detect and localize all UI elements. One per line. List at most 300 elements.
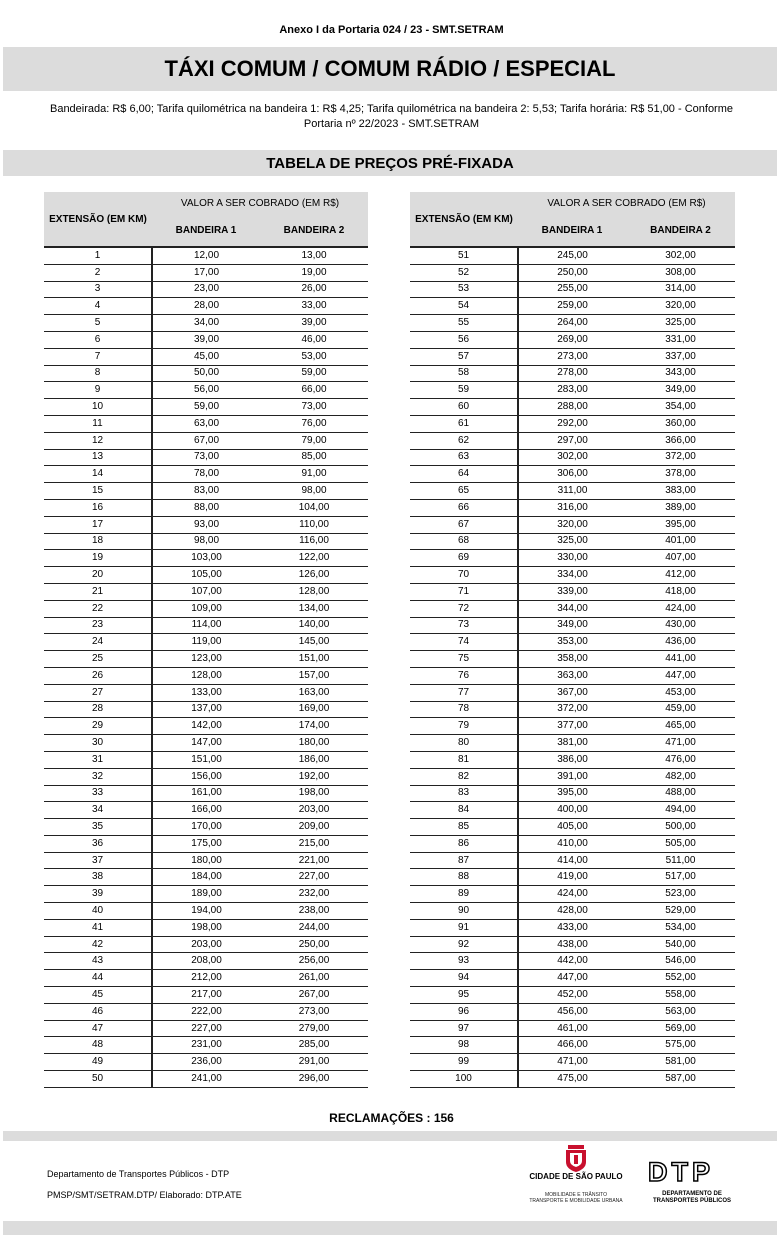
table-row	[44, 970, 368, 987]
table-row	[44, 701, 368, 718]
cell-bandeira-1: 39,00	[152, 331, 260, 348]
cell-km: 2	[44, 264, 152, 281]
page-title: TÁXI COMUM / COMUM RÁDIO / ESPECIAL	[3, 47, 777, 91]
cell-bandeira-2: 494,00	[626, 802, 735, 819]
table-row	[410, 970, 735, 987]
cell-km: 38	[44, 869, 152, 886]
cell-bandeira-2: 395,00	[626, 516, 735, 533]
cell-bandeira-1: 56,00	[152, 382, 260, 399]
table-row	[44, 667, 368, 684]
cell-bandeira-2: 33,00	[260, 298, 368, 315]
cell-bandeira-2: 232,00	[260, 886, 368, 903]
cell-bandeira-2: 325,00	[626, 315, 735, 332]
cell-bandeira-2: 500,00	[626, 819, 735, 836]
cell-km: 25	[44, 651, 152, 668]
cell-km: 42	[44, 936, 152, 953]
cell-bandeira-2: 122,00	[260, 550, 368, 567]
cell-bandeira-1: 349,00	[518, 617, 626, 634]
table-row	[44, 852, 368, 869]
cell-km: 26	[44, 667, 152, 684]
cell-km: 29	[44, 718, 152, 735]
cell-bandeira-2: 314,00	[626, 281, 735, 298]
table-row	[410, 533, 735, 550]
cell-bandeira-1: 381,00	[518, 735, 626, 752]
table-row	[44, 550, 368, 567]
cell-km: 23	[44, 617, 152, 634]
table-row	[44, 365, 368, 382]
cell-km: 73	[410, 617, 518, 634]
cell-bandeira-2: 128,00	[260, 583, 368, 600]
table-row	[410, 852, 735, 869]
cell-bandeira-2: 302,00	[626, 247, 735, 264]
cell-km: 1	[44, 247, 152, 264]
footer-bottom-band	[3, 1221, 777, 1235]
cell-bandeira-1: 34,00	[152, 315, 260, 332]
cell-km: 8	[44, 365, 152, 382]
header-valor: VALOR A SER COBRADO (EM R$)	[152, 192, 368, 215]
cell-bandeira-2: 134,00	[260, 600, 368, 617]
cell-bandeira-1: 105,00	[152, 567, 260, 584]
table-row	[410, 331, 735, 348]
cell-bandeira-1: 466,00	[518, 1037, 626, 1054]
cell-bandeira-1: 391,00	[518, 768, 626, 785]
cell-bandeira-1: 410,00	[518, 835, 626, 852]
cell-bandeira-1: 259,00	[518, 298, 626, 315]
cell-km: 57	[410, 348, 518, 365]
cell-bandeira-2: 203,00	[260, 802, 368, 819]
cell-bandeira-1: 119,00	[152, 634, 260, 651]
cell-km: 52	[410, 264, 518, 281]
header-valor: VALOR A SER COBRADO (EM R$)	[518, 192, 735, 215]
cell-km: 86	[410, 835, 518, 852]
table-row	[44, 315, 368, 332]
cell-km: 72	[410, 600, 518, 617]
cell-km: 62	[410, 432, 518, 449]
cell-bandeira-2: 261,00	[260, 970, 368, 987]
table-row	[44, 466, 368, 483]
cell-bandeira-2: 534,00	[626, 919, 735, 936]
cell-bandeira-2: 343,00	[626, 365, 735, 382]
cell-bandeira-2: 354,00	[626, 399, 735, 416]
cell-bandeira-2: 436,00	[626, 634, 735, 651]
cell-km: 5	[44, 315, 152, 332]
table-row	[44, 1037, 368, 1054]
cell-bandeira-1: 50,00	[152, 365, 260, 382]
table-row	[410, 365, 735, 382]
cell-bandeira-2: 389,00	[626, 499, 735, 516]
cell-km: 17	[44, 516, 152, 533]
cell-bandeira-1: 147,00	[152, 735, 260, 752]
cell-bandeira-1: 292,00	[518, 415, 626, 432]
cell-bandeira-2: 198,00	[260, 785, 368, 802]
cell-bandeira-2: 19,00	[260, 264, 368, 281]
cell-bandeira-1: 372,00	[518, 701, 626, 718]
cell-bandeira-1: 283,00	[518, 382, 626, 399]
table-row	[410, 802, 735, 819]
header-bandeira-1: BANDEIRA 1	[152, 215, 260, 247]
dtp-logo-subtitle: DEPARTAMENTO DE TRANSPORTES PÚBLICOS	[652, 1191, 731, 1204]
table-row	[410, 432, 735, 449]
cell-bandeira-1: 23,00	[152, 281, 260, 298]
cell-bandeira-1: 133,00	[152, 684, 260, 701]
cell-bandeira-1: 151,00	[152, 751, 260, 768]
cell-bandeira-1: 189,00	[152, 886, 260, 903]
table-row	[410, 550, 735, 567]
cell-bandeira-2: 320,00	[626, 298, 735, 315]
cell-bandeira-2: 476,00	[626, 751, 735, 768]
cell-bandeira-1: 386,00	[518, 751, 626, 768]
cell-bandeira-1: 28,00	[152, 298, 260, 315]
table-row	[410, 751, 735, 768]
table-row	[410, 987, 735, 1004]
cell-bandeira-2: 79,00	[260, 432, 368, 449]
cell-bandeira-2: 552,00	[626, 970, 735, 987]
cell-km: 15	[44, 483, 152, 500]
table-row	[410, 634, 735, 651]
cell-km: 97	[410, 1020, 518, 1037]
cell-bandeira-2: 85,00	[260, 449, 368, 466]
table-row	[44, 516, 368, 533]
cell-bandeira-2: 459,00	[626, 701, 735, 718]
table-row	[44, 1003, 368, 1020]
cell-bandeira-1: 316,00	[518, 499, 626, 516]
dtp-logo: DTP	[648, 1157, 714, 1187]
table-row	[44, 533, 368, 550]
table-row	[410, 768, 735, 785]
cell-km: 44	[44, 970, 152, 987]
cell-km: 3	[44, 281, 152, 298]
cell-bandeira-1: 250,00	[518, 264, 626, 281]
cell-bandeira-2: 372,00	[626, 449, 735, 466]
table-row	[410, 651, 735, 668]
cell-bandeira-2: 169,00	[260, 701, 368, 718]
cell-bandeira-1: 353,00	[518, 634, 626, 651]
table-row	[410, 819, 735, 836]
annex-reference: Anexo I da Portaria 024 / 23 - SMT.SETRAM	[279, 24, 504, 36]
cell-bandeira-1: 438,00	[518, 936, 626, 953]
cell-km: 16	[44, 499, 152, 516]
cell-km: 54	[410, 298, 518, 315]
cell-km: 21	[44, 583, 152, 600]
cell-bandeira-1: 222,00	[152, 1003, 260, 1020]
cell-bandeira-2: 523,00	[626, 886, 735, 903]
cell-bandeira-2: 73,00	[260, 399, 368, 416]
cell-bandeira-2: 46,00	[260, 331, 368, 348]
cell-km: 13	[44, 449, 152, 466]
cell-bandeira-2: 76,00	[260, 415, 368, 432]
cell-bandeira-2: 488,00	[626, 785, 735, 802]
cell-km: 53	[410, 281, 518, 298]
table-row	[44, 684, 368, 701]
cell-bandeira-2: 569,00	[626, 1020, 735, 1037]
table-row	[410, 315, 735, 332]
table-row	[44, 1071, 368, 1088]
table-row	[410, 718, 735, 735]
table-row	[44, 617, 368, 634]
table-row	[44, 819, 368, 836]
cell-km: 76	[410, 667, 518, 684]
cell-bandeira-2: 209,00	[260, 819, 368, 836]
cell-bandeira-1: 137,00	[152, 701, 260, 718]
table-row	[410, 466, 735, 483]
cell-bandeira-1: 114,00	[152, 617, 260, 634]
table-row	[410, 600, 735, 617]
table-row	[410, 247, 735, 264]
cell-bandeira-1: 419,00	[518, 869, 626, 886]
cell-km: 39	[44, 886, 152, 903]
table-row	[410, 1003, 735, 1020]
cell-bandeira-1: 107,00	[152, 583, 260, 600]
cell-km: 12	[44, 432, 152, 449]
cell-bandeira-1: 93,00	[152, 516, 260, 533]
cell-bandeira-2: 587,00	[626, 1071, 735, 1088]
table-row	[44, 382, 368, 399]
cell-bandeira-1: 433,00	[518, 919, 626, 936]
cell-km: 64	[410, 466, 518, 483]
cell-bandeira-2: 98,00	[260, 483, 368, 500]
cell-km: 55	[410, 315, 518, 332]
tariff-info: Bandeirada: R$ 6,00; Tarifa quilométrica na bandeira 1: R$ 4,25; Tarifa quilométrica na bandeira 2: 5,53; Tarifa horária: R$ 51,00 - Conforme Portaria nº 22/2023 - SMT.SETRAM	[49, 103, 733, 130]
cell-bandeira-2: 540,00	[626, 936, 735, 953]
table-row	[44, 785, 368, 802]
cell-bandeira-1: 414,00	[518, 852, 626, 869]
cell-bandeira-2: 447,00	[626, 667, 735, 684]
table-row	[410, 298, 735, 315]
cell-bandeira-2: 331,00	[626, 331, 735, 348]
cell-km: 93	[410, 953, 518, 970]
cell-bandeira-1: 123,00	[152, 651, 260, 668]
cell-km: 33	[44, 785, 152, 802]
cell-km: 89	[410, 886, 518, 903]
cell-km: 75	[410, 651, 518, 668]
cell-km: 41	[44, 919, 152, 936]
table-row	[410, 516, 735, 533]
cell-bandeira-1: 175,00	[152, 835, 260, 852]
cell-bandeira-1: 264,00	[518, 315, 626, 332]
cell-km: 98	[410, 1037, 518, 1054]
cell-bandeira-1: 208,00	[152, 953, 260, 970]
table-row	[44, 751, 368, 768]
cell-bandeira-2: 174,00	[260, 718, 368, 735]
cell-bandeira-1: 452,00	[518, 987, 626, 1004]
cell-km: 49	[44, 1054, 152, 1071]
table-row	[44, 331, 368, 348]
cell-km: 88	[410, 869, 518, 886]
cell-km: 22	[44, 600, 152, 617]
table-row	[410, 348, 735, 365]
cell-km: 20	[44, 567, 152, 584]
table-row	[44, 399, 368, 416]
cell-km: 14	[44, 466, 152, 483]
cell-km: 87	[410, 852, 518, 869]
cell-km: 45	[44, 987, 152, 1004]
table-row	[410, 617, 735, 634]
cell-km: 35	[44, 819, 152, 836]
table-row	[44, 919, 368, 936]
cell-bandeira-2: 256,00	[260, 953, 368, 970]
cell-bandeira-2: 26,00	[260, 281, 368, 298]
cell-km: 90	[410, 903, 518, 920]
cell-km: 34	[44, 802, 152, 819]
cell-bandeira-1: 45,00	[152, 348, 260, 365]
cell-bandeira-2: 244,00	[260, 919, 368, 936]
cell-bandeira-1: 59,00	[152, 399, 260, 416]
cell-km: 28	[44, 701, 152, 718]
cell-bandeira-2: 215,00	[260, 835, 368, 852]
cell-bandeira-2: 546,00	[626, 953, 735, 970]
cell-bandeira-1: 142,00	[152, 718, 260, 735]
cell-bandeira-2: 401,00	[626, 533, 735, 550]
cell-bandeira-1: 461,00	[518, 1020, 626, 1037]
cell-km: 46	[44, 1003, 152, 1020]
cell-bandeira-1: 306,00	[518, 466, 626, 483]
table-row	[44, 1054, 368, 1071]
cell-bandeira-2: 412,00	[626, 567, 735, 584]
cell-bandeira-2: 39,00	[260, 315, 368, 332]
table-row	[44, 735, 368, 752]
cell-km: 4	[44, 298, 152, 315]
price-table-right	[410, 192, 735, 1088]
table-row	[410, 903, 735, 920]
cell-bandeira-2: 285,00	[260, 1037, 368, 1054]
cell-bandeira-2: 104,00	[260, 499, 368, 516]
table-row	[410, 919, 735, 936]
cell-bandeira-2: 116,00	[260, 533, 368, 550]
cell-bandeira-2: 279,00	[260, 1020, 368, 1037]
cell-km: 60	[410, 399, 518, 416]
cell-km: 40	[44, 903, 152, 920]
table-row	[410, 567, 735, 584]
cell-bandeira-1: 63,00	[152, 415, 260, 432]
cell-km: 47	[44, 1020, 152, 1037]
table-row	[44, 247, 368, 264]
cell-bandeira-2: 221,00	[260, 852, 368, 869]
cell-km: 99	[410, 1054, 518, 1071]
table-row	[410, 281, 735, 298]
table-row	[410, 399, 735, 416]
cell-bandeira-2: 291,00	[260, 1054, 368, 1071]
table-title: TABELA DE PREÇOS PRÉ-FIXADA	[3, 150, 777, 176]
cell-km: 48	[44, 1037, 152, 1054]
table-row	[44, 449, 368, 466]
cell-km: 92	[410, 936, 518, 953]
cell-km: 78	[410, 701, 518, 718]
cell-km: 27	[44, 684, 152, 701]
cell-bandeira-2: 180,00	[260, 735, 368, 752]
cell-bandeira-2: 186,00	[260, 751, 368, 768]
cell-bandeira-1: 156,00	[152, 768, 260, 785]
cell-km: 66	[410, 499, 518, 516]
header-bandeira-2: BANDEIRA 2	[260, 215, 368, 247]
table-row	[44, 432, 368, 449]
table-row	[44, 718, 368, 735]
cell-km: 50	[44, 1071, 152, 1088]
cell-km: 83	[410, 785, 518, 802]
cell-km: 36	[44, 835, 152, 852]
cell-bandeira-1: 255,00	[518, 281, 626, 298]
cell-bandeira-1: 128,00	[152, 667, 260, 684]
table-row	[410, 953, 735, 970]
cell-bandeira-2: 471,00	[626, 735, 735, 752]
cell-km: 68	[410, 533, 518, 550]
table-row	[44, 987, 368, 1004]
cell-bandeira-2: 407,00	[626, 550, 735, 567]
cell-bandeira-1: 297,00	[518, 432, 626, 449]
table-row	[44, 298, 368, 315]
cell-km: 58	[410, 365, 518, 382]
table-row	[44, 869, 368, 886]
table-row	[410, 415, 735, 432]
cell-km: 51	[410, 247, 518, 264]
cell-bandeira-2: 558,00	[626, 987, 735, 1004]
header-extensao: EXTENSÃO (EM KM)	[44, 192, 152, 247]
table-row	[44, 953, 368, 970]
cell-bandeira-1: 311,00	[518, 483, 626, 500]
cell-km: 80	[410, 735, 518, 752]
cell-bandeira-1: 339,00	[518, 583, 626, 600]
cell-bandeira-2: 465,00	[626, 718, 735, 735]
cell-bandeira-1: 428,00	[518, 903, 626, 920]
cell-bandeira-2: 13,00	[260, 247, 368, 264]
cell-bandeira-1: 405,00	[518, 819, 626, 836]
cell-bandeira-2: 157,00	[260, 667, 368, 684]
cell-bandeira-2: 151,00	[260, 651, 368, 668]
cell-km: 59	[410, 382, 518, 399]
table-row	[410, 449, 735, 466]
table-row	[44, 264, 368, 281]
cell-bandeira-1: 184,00	[152, 869, 260, 886]
cell-bandeira-2: 337,00	[626, 348, 735, 365]
cell-bandeira-2: 511,00	[626, 852, 735, 869]
cell-bandeira-1: 424,00	[518, 886, 626, 903]
cell-bandeira-2: 267,00	[260, 987, 368, 1004]
cell-bandeira-2: 563,00	[626, 1003, 735, 1020]
table-row	[410, 701, 735, 718]
table-row	[44, 583, 368, 600]
cell-bandeira-1: 83,00	[152, 483, 260, 500]
cell-km: 95	[410, 987, 518, 1004]
table-row	[44, 802, 368, 819]
cell-km: 67	[410, 516, 518, 533]
cell-bandeira-1: 358,00	[518, 651, 626, 668]
cell-km: 32	[44, 768, 152, 785]
table-row	[410, 835, 735, 852]
cell-bandeira-2: 517,00	[626, 869, 735, 886]
price-table-left	[44, 192, 368, 1088]
cell-bandeira-2: 575,00	[626, 1037, 735, 1054]
header-bandeira-2: BANDEIRA 2	[626, 215, 735, 247]
cell-bandeira-1: 241,00	[152, 1071, 260, 1088]
cell-bandeira-1: 395,00	[518, 785, 626, 802]
table-row	[410, 483, 735, 500]
table-row	[410, 869, 735, 886]
table-row	[410, 735, 735, 752]
cell-bandeira-1: 78,00	[152, 466, 260, 483]
table-row	[44, 903, 368, 920]
cell-bandeira-2: 145,00	[260, 634, 368, 651]
table-row	[410, 1071, 735, 1088]
cell-bandeira-1: 325,00	[518, 533, 626, 550]
cell-bandeira-1: 227,00	[152, 1020, 260, 1037]
cell-bandeira-2: 126,00	[260, 567, 368, 584]
cell-bandeira-1: 269,00	[518, 331, 626, 348]
cell-bandeira-1: 170,00	[152, 819, 260, 836]
cell-km: 79	[410, 718, 518, 735]
table-row	[44, 768, 368, 785]
cell-bandeira-2: 430,00	[626, 617, 735, 634]
cell-km: 11	[44, 415, 152, 432]
cell-bandeira-1: 245,00	[518, 247, 626, 264]
